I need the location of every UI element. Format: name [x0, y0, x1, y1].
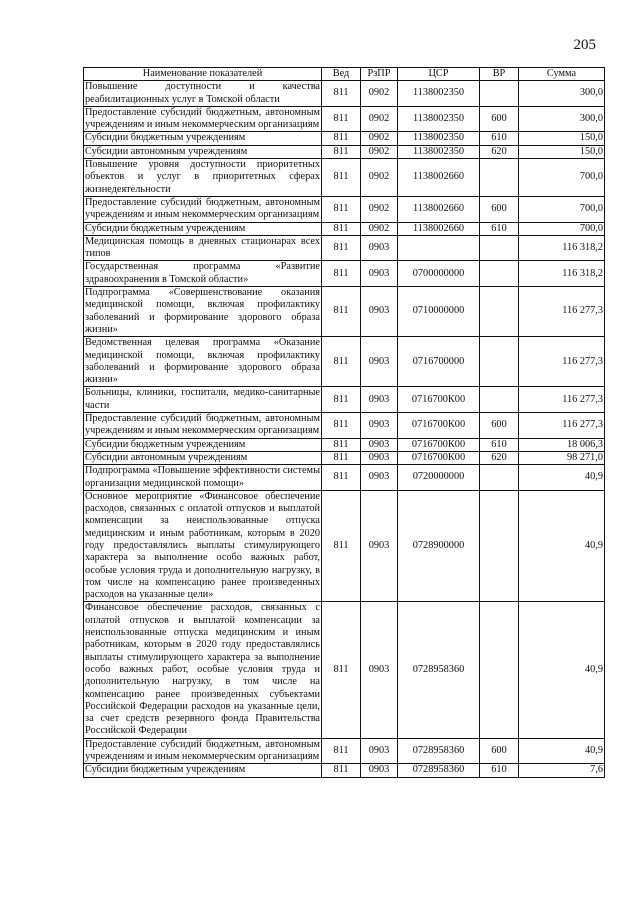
cell-sum: 150,0: [519, 145, 605, 158]
cell-rzpr: 0903: [361, 413, 398, 439]
cell-vr: 600: [480, 738, 519, 764]
cell-vr: 610: [480, 222, 519, 235]
cell-sum: 116 318,2: [519, 261, 605, 287]
table-body: [84, 81, 605, 777]
table-row: [84, 337, 605, 387]
cell-csr: 1138002660: [398, 222, 480, 235]
cell-sum: 40,9: [519, 738, 605, 764]
table-row: [84, 222, 605, 235]
cell-rzpr: 0903: [361, 387, 398, 413]
cell-csr: 0720000000: [398, 465, 480, 491]
cell-vr: 600: [480, 413, 519, 439]
cell-name: Основное мероприятие «Финансовое обеспечение расходов, связанных с оплатой отпусков и выплатой компенсации за неиспользованные отпуска медицинским и иным работникам, которым в 2020 году предоставлялись выплаты стимулирующего характера за выполнение особо важных работ, особые условия труда и дополнительную нагрузку, в том числе на компенсацию ранее произведенных расходов на указанные цели»: [85, 490, 320, 601]
cell-sum: 40,9: [519, 602, 605, 738]
cell-name: Повышение доступности и качества реабилитационных услуг в Томской области: [85, 81, 320, 105]
cell-csr: 1138002350: [398, 106, 480, 132]
table-row: [84, 106, 605, 132]
cell-vr: [480, 81, 519, 107]
cell-name: Субсидии бюджетным учреждениям: [84, 222, 322, 235]
cell-vr: [480, 465, 519, 491]
table-row: [84, 81, 605, 107]
cell-csr: 1138002350: [398, 145, 480, 158]
cell-rzpr: 0903: [361, 235, 398, 261]
cell-sum: 116 277,3: [519, 337, 605, 387]
cell-name: Предоставление субсидий бюджетным, автономным учреждениям и иным некоммерческим организациям: [85, 196, 320, 221]
cell-ved: 811: [322, 438, 361, 451]
cell-ved: 811: [322, 451, 361, 464]
table-row: [84, 413, 605, 439]
table-row: [84, 465, 605, 491]
cell-vr: 620: [480, 451, 519, 464]
cell-sum: 116 277,3: [519, 287, 605, 337]
table-row: [84, 738, 605, 764]
header-rzpr: РзПР: [361, 68, 398, 81]
cell-sum: 116 318,2: [519, 235, 605, 261]
cell-rzpr: 0902: [361, 81, 398, 107]
cell-vr: 600: [480, 196, 519, 222]
cell-rzpr: 0902: [361, 145, 398, 158]
cell-sum: 150,0: [519, 132, 605, 145]
table-row: [84, 145, 605, 158]
cell-rzpr: 0903: [361, 764, 398, 777]
table-row: [84, 764, 605, 777]
table-row: [84, 261, 605, 287]
table-row: [84, 438, 605, 451]
cell-csr: 0716700К00: [398, 387, 480, 413]
table-row: [84, 132, 605, 145]
cell-vr: 610: [480, 764, 519, 777]
cell-name: Субсидии автономным учреждениям: [84, 451, 322, 464]
cell-vr: [480, 490, 519, 602]
cell-csr: 0716700000: [398, 337, 480, 387]
cell-name: Субсидии автономным учреждениям: [84, 145, 322, 158]
cell-rzpr: 0903: [361, 738, 398, 764]
cell-csr: 0728958360: [398, 764, 480, 777]
cell-name: Ведомственная целевая программа «Оказание медицинской помощи, включая профилактику заболеваний и формирование здорового образа жизни»: [85, 337, 320, 386]
table-row: [84, 159, 605, 197]
cell-rzpr: 0903: [361, 337, 398, 387]
cell-ved: 811: [322, 235, 361, 261]
cell-ved: 811: [322, 465, 361, 491]
table-row: [84, 451, 605, 464]
cell-name: Больницы, клиники, госпитали, медико-санитарные части: [85, 387, 320, 411]
table-row: [84, 287, 605, 337]
cell-csr: 0728958360: [398, 738, 480, 764]
cell-csr: 0700000000: [398, 261, 480, 287]
cell-sum: 700,0: [519, 196, 605, 222]
cell-csr: 1138002660: [398, 196, 480, 222]
cell-ved: 811: [322, 132, 361, 145]
cell-ved: 811: [322, 413, 361, 439]
cell-name: Субсидии бюджетным учреждениям: [84, 764, 322, 777]
cell-name: Предоставление субсидий бюджетным, автономным учреждениям и иным некоммерческим организациям: [85, 738, 320, 763]
cell-rzpr: 0903: [361, 490, 398, 602]
cell-rzpr: 0902: [361, 106, 398, 132]
cell-sum: 40,9: [519, 465, 605, 491]
cell-sum: 700,0: [519, 222, 605, 235]
cell-rzpr: 0903: [361, 438, 398, 451]
cell-vr: [480, 602, 519, 738]
cell-name: Медицинская помощь в дневных стационарах всех типов: [85, 235, 320, 260]
cell-vr: [480, 387, 519, 413]
cell-name: Субсидии бюджетным учреждениям: [84, 438, 322, 451]
cell-name: Предоставление субсидий бюджетным, автономным учреждениям и иным некоммерческим организациям: [85, 413, 320, 437]
cell-rzpr: 0902: [361, 159, 398, 197]
cell-vr: [480, 287, 519, 337]
cell-vr: 610: [480, 438, 519, 451]
cell-csr: 0710000000: [398, 287, 480, 337]
cell-sum: 116 277,3: [519, 387, 605, 413]
cell-ved: 811: [322, 261, 361, 287]
cell-csr: 0728900000: [398, 490, 480, 602]
cell-sum: 40,9: [519, 490, 605, 602]
cell-ved: 811: [322, 387, 361, 413]
cell-rzpr: 0903: [361, 602, 398, 738]
cell-ved: 811: [322, 602, 361, 738]
cell-name: Предоставление субсидий бюджетным, автономным учреждениям и иным некоммерческим организациям: [85, 106, 320, 131]
cell-vr: 620: [480, 145, 519, 158]
header-sum: Сумма: [519, 68, 605, 81]
header-ved: Вед: [322, 68, 361, 81]
cell-ved: 811: [322, 764, 361, 777]
cell-sum: 300,0: [519, 106, 605, 132]
table-row: [84, 196, 605, 222]
budget-table: [83, 67, 605, 778]
table-row: [84, 235, 605, 261]
cell-csr: 0716700К00: [398, 451, 480, 464]
cell-rzpr: 0903: [361, 465, 398, 491]
cell-sum: 18 006,3: [519, 438, 605, 451]
cell-name: Государственная программа «Развитие здравоохранения в Томской области»: [85, 261, 320, 285]
cell-csr: [398, 235, 480, 261]
cell-vr: 600: [480, 106, 519, 132]
cell-name: Повышение уровня доступности приоритетных объектов и услуг в приоритетных сферах жизнедеятельности: [85, 159, 320, 195]
cell-ved: 811: [322, 222, 361, 235]
cell-vr: [480, 261, 519, 287]
cell-csr: 1138002350: [398, 132, 480, 145]
table-row: [84, 602, 605, 738]
table-row: [84, 490, 605, 602]
cell-rzpr: 0902: [361, 196, 398, 222]
table-row: [84, 387, 605, 413]
cell-rzpr: 0903: [361, 451, 398, 464]
cell-rzpr: 0902: [361, 222, 398, 235]
cell-ved: 811: [322, 106, 361, 132]
cell-ved: 811: [322, 490, 361, 602]
cell-sum: 300,0: [519, 81, 605, 107]
cell-ved: 811: [322, 159, 361, 197]
cell-name: Финансовое обеспечение расходов, связанных с оплатой отпусков и выплатой компенсации за неиспользованные отпуска медицинским и иным работникам, которым в 2020 году предоставлялись выплаты стимулирующего характера за выполнение особо важных работ, особые условия труда и дополнительную нагрузку, в том числе на компенсацию ранее произведенных субъектами Российской Федерации расходов на указанные цели, за счет средств резервного фонда Правительства Российской Федерации: [85, 602, 320, 737]
table-header-row: [84, 68, 605, 81]
cell-ved: 811: [322, 738, 361, 764]
header-csr: ЦСР: [398, 68, 480, 81]
page-number: 205: [573, 37, 596, 53]
cell-csr: 1138002350: [398, 81, 480, 107]
cell-sum: 7,6: [519, 764, 605, 777]
cell-name: Подпрограмма «Совершенствование оказания медицинской помощи, включая профилактику заболеваний и формирование здорового образа жизни»: [85, 287, 320, 335]
cell-vr: [480, 337, 519, 387]
cell-name: Субсидии бюджетным учреждениям: [84, 132, 322, 145]
cell-ved: 811: [322, 287, 361, 337]
cell-sum: 116 277,3: [519, 413, 605, 439]
cell-name: Подпрограмма «Повышение эффективности системы организации медицинской помощи»: [85, 465, 320, 489]
header-vr: ВР: [480, 68, 519, 81]
cell-rzpr: 0903: [361, 287, 398, 337]
cell-rzpr: 0903: [361, 261, 398, 287]
cell-vr: [480, 235, 519, 261]
header-name: Наименование показателей: [84, 68, 322, 81]
cell-ved: 811: [322, 196, 361, 222]
cell-rzpr: 0902: [361, 132, 398, 145]
cell-ved: 811: [322, 81, 361, 107]
cell-csr: 0716700К00: [398, 438, 480, 451]
cell-ved: 811: [322, 337, 361, 387]
cell-vr: [480, 159, 519, 197]
cell-sum: 700,0: [519, 159, 605, 197]
cell-vr: 610: [480, 132, 519, 145]
cell-csr: 1138002660: [398, 159, 480, 197]
cell-ved: 811: [322, 145, 361, 158]
cell-csr: 0728958360: [398, 602, 480, 738]
cell-csr: 0716700К00: [398, 413, 480, 439]
cell-sum: 98 271,0: [519, 451, 605, 464]
